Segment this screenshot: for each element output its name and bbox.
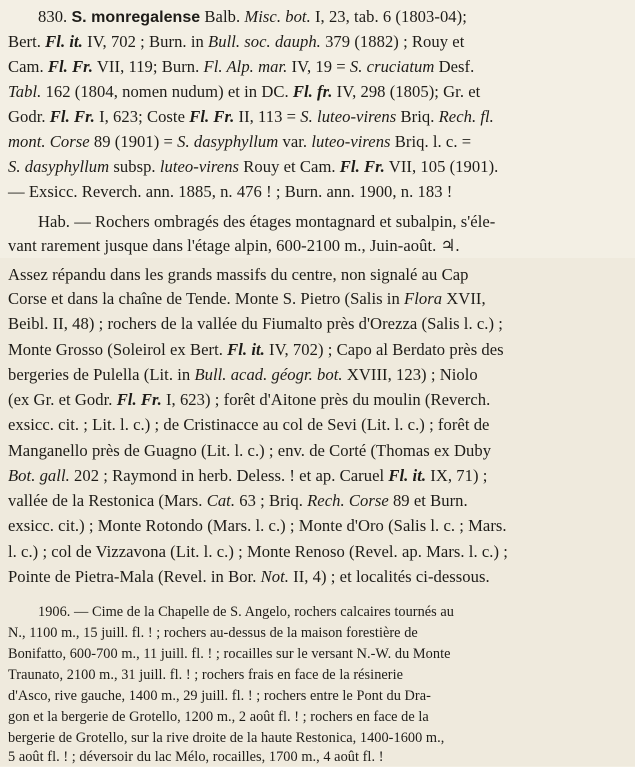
text-line: N., 1100 m., 15 juill. fl. ! ; rochers au-dessus de la maison forestière de bbox=[8, 625, 418, 641]
text-line: gon et la bergerie de Grotello, 1200 m., 2 août fl. ! ; rochers en face de la bbox=[8, 709, 429, 725]
text-line: S. dasyphyllum subsp. luteo-virens Rouy et Cam. Fl. Fr. VII, 105 (1901). bbox=[8, 157, 499, 176]
text-line: bergerie de Grotello, sur la rive droite de la haute Restonica, 1400-1600 m., bbox=[8, 730, 445, 746]
text-line: — Exsicc. Reverch. ann. 1885, n. 476 ! ; Burn. ann. 1900, n. 183 ! bbox=[8, 182, 453, 201]
text-line: Monte Grosso (Soleirol ex Bert. Fl. it. IV, 702) ; Capo al Berdato près des bbox=[8, 340, 504, 359]
text-line: Bert. Fl. it. IV, 702 ; Burn. in Bull. soc. dauph. 379 (1882) ; Rouy et bbox=[8, 32, 465, 51]
text-line: Pointe de Pietra-Mala (Revel. in Bor. Not. II, 4) ; et localités ci-dessous. bbox=[8, 567, 490, 586]
text-line: d'Asco, rive gauche, 1400 m., 29 juill. fl. ! ; rochers entre le Pont du Dra- bbox=[8, 688, 431, 704]
text-line: bergeries de Pulella (Lit. in Bull. acad. géogr. bot. XVIII, 123) ; Niolo bbox=[8, 365, 478, 384]
text-line: Cam. Fl. Fr. VII, 119; Burn. Fl. Alp. mar. IV, 19 = S. cruciatum Desf. bbox=[8, 57, 475, 76]
text-line: vallée de la Restonica (Mars. Cat. 63 ; Briq. Rech. Corse 89 et Burn. bbox=[8, 491, 468, 510]
text-line: Godr. Fl. Fr. I, 623; Coste Fl. Fr. II, 113 = S. luteo-virens Briq. Rech. fl. bbox=[8, 107, 494, 126]
text-line: mont. Corse 89 (1901) = S. dasyphyllum var. luteo-virens Briq. l. c. = bbox=[8, 132, 472, 151]
text-line: 5 août fl. ! ; déversoir du lac Mélo, rocailles, 1700 m., 4 août fl. ! bbox=[8, 749, 384, 765]
text-line: 1906. — Cime de la Chapelle de S. Angelo, rochers calcaires tournés au bbox=[38, 604, 455, 620]
text-line: Traunato, 2100 m., 31 juill. fl. ! ; rochers frais en face de la résinerie bbox=[8, 667, 404, 683]
text-line: Corse et dans la chaîne de Tende. Monte S. Pietro (Salis in Flora XVII, bbox=[8, 289, 486, 308]
text-line: Bot. gall. 202 ; Raymond in herb. Deless. ! et ap. Caruel Fl. it. IX, 71) ; bbox=[8, 466, 488, 485]
text-line: l. c.) ; col de Vizzavona (Lit. l. c.) ; Monte Renoso (Revel. ap. Mars. l. c.) ; bbox=[8, 542, 508, 561]
text-line: Assez répandu dans les grands massifs du centre, non signalé au Cap bbox=[8, 265, 469, 284]
text-line: exsicc. cit.) ; Monte Rotondo (Mars. l. c.) ; Monte d'Oro (Salis l. c. ; Mars. bbox=[8, 516, 507, 535]
text-line: Beibl. II, 48) ; rochers de la vallée du Fiumalto près d'Orezza (Salis l. c.) ; bbox=[8, 314, 503, 333]
text-line: exsicc. cit. ; Lit. l. c.) ; de Cristinacce au col de Sevi (Lit. l. c.) ; forêt de bbox=[8, 415, 490, 434]
text-line: vant rarement jusque dans l'étage alpin, 600-2100 m., Juin-août. ♃. bbox=[8, 236, 460, 255]
text-line: Manganello près de Guagno (Lit. l. c.) ; env. de Corté (Thomas ex Duby bbox=[8, 441, 492, 460]
text-line: 830. S. monregalense Balb. Misc. bot. I, 23, tab. 6 (1803-04); bbox=[38, 7, 467, 26]
text-line: Tabl. 162 (1804, nomen nudum) et in DC. Fl. fr. IV, 298 (1805); Gr. et bbox=[8, 82, 481, 101]
text-line: (ex Gr. et Godr. Fl. Fr. I, 623) ; forêt d'Aitone près du moulin (Reverch. bbox=[8, 390, 491, 409]
text-line: Hab. — Rochers ombragés des étages montagnard et subalpin, s'éle- bbox=[38, 212, 496, 231]
text-line: Bonifatto, 600-700 m., 11 juill. fl. ! ; rocailles sur le versant N.-W. du Monte bbox=[8, 646, 451, 662]
